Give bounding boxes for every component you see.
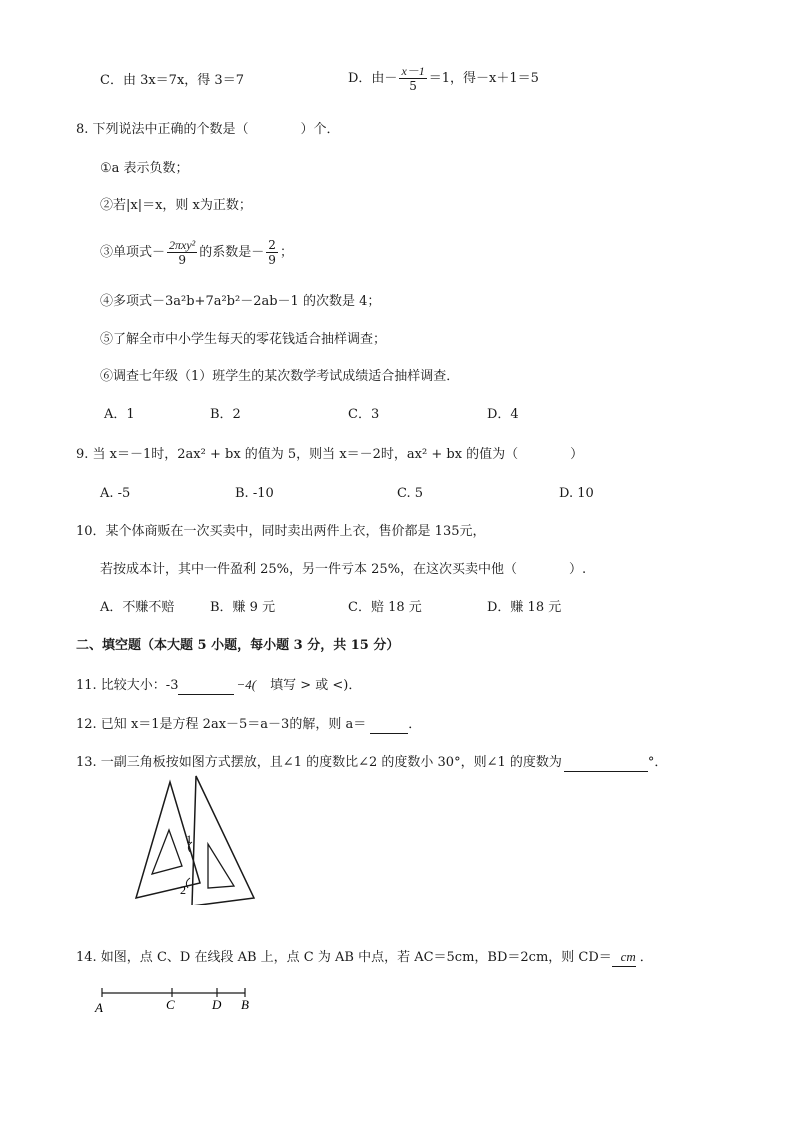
q7-option-d-fraction — [399, 64, 426, 93]
q11-answer-blank[interactable] — [178, 694, 234, 695]
left-triangle-inner — [152, 830, 182, 874]
q7-option-d-suffix: ＝1，得－x＋1＝5 — [428, 71, 539, 86]
q7-option-c: C．由 3x＝7x，得 3＝7 — [100, 73, 244, 88]
q10-option-d: D．赚 18 元 — [487, 600, 562, 615]
q9-option-d: D. 10 — [559, 486, 594, 501]
q11-prefix: 11. 比较大小：-3 — [76, 678, 179, 693]
right-triangle-outer — [192, 776, 254, 905]
q8-option-b: B．2 — [210, 407, 241, 422]
q13-answer-blank[interactable] — [564, 771, 648, 772]
q13-suffix: °． — [647, 755, 668, 770]
q12-line — [76, 716, 421, 734]
q11-line — [76, 676, 361, 695]
point-c-label: C — [166, 997, 175, 1012]
statement-3-suffix: ； — [279, 245, 293, 260]
q7-option-d — [348, 64, 539, 93]
right-triangle-inner — [208, 844, 234, 888]
q12-suffix: ． — [408, 717, 422, 732]
q9-option-a: A. -5 — [100, 486, 131, 501]
segment-figure — [90, 985, 260, 1017]
q14-answer-blank[interactable] — [612, 948, 636, 967]
statement-3-middle: 的系数是－ — [199, 245, 265, 260]
q12-prefix: 12. 已知 x＝1是方程 2ax－5＝a－3的解，则 a＝ — [76, 717, 367, 732]
q9-option-b: B. -10 — [235, 486, 274, 501]
q10-option-c: C．赔 18 元 — [348, 600, 422, 615]
fraction-numerator: 2πxy² — [169, 238, 196, 252]
q14-unit: cm — [620, 949, 636, 964]
q7-option-d-prefix: D．由－ — [348, 71, 398, 86]
section-heading-fill-in: 二、填空题（本大题 5 小题，每小题 3 分，共 15 分） — [76, 638, 400, 653]
q8-statement-3 — [100, 238, 293, 267]
q14-prefix: 14. 如图，点 C、D 在线段 AB 上，点 C 为 AB 中点，若 AC＝5cm，BD＝2cm，则 CD＝ — [76, 950, 612, 965]
q9-option-c: C. 5 — [397, 486, 424, 501]
q13-prefix: 13. 一副三角板按如图方式摆放，且∠1 的度数比∠2 的度数小 30°，则∠1 的度数为 — [76, 755, 562, 770]
set-squares-figure — [130, 770, 265, 905]
point-d-label: D — [212, 997, 222, 1012]
q11-suffix: 填写 > 或 <)． — [270, 678, 362, 693]
q10-stem-line2: 若按成本计，其中一件盈利 25%，另一件亏本 25%，在这次买卖中他（ ）. — [100, 562, 587, 577]
q8-option-a: A．1 — [104, 407, 135, 422]
q8-option-d: D．4 — [487, 407, 519, 422]
fraction-denominator: 5 — [409, 79, 417, 93]
fraction-numerator: x－1 — [401, 64, 425, 78]
q14-suffix: ． — [639, 950, 653, 965]
q12-answer-blank[interactable] — [370, 733, 408, 734]
q8-statement-5: ⑤了解全市中小学生每天的零花钱适合抽样调查； — [100, 332, 387, 347]
q8-option-c: C．3 — [348, 407, 380, 422]
q8-statement-4: ④多项式－3a²b+7a²b²－2ab－1 的次数是 4； — [100, 294, 381, 309]
q11-middle: −4( — [236, 677, 257, 692]
coefficient-fraction — [266, 238, 278, 267]
q8-stem: 8. 下列说法中正确的个数是（ ）个． — [76, 122, 340, 137]
q14-line — [76, 948, 653, 967]
angle-2-label: 2 — [180, 883, 186, 897]
statement-3-prefix: ③单项式－ — [100, 245, 166, 260]
monomial-fraction — [167, 238, 197, 267]
q8-statement-2: ②若|x|＝x，则 x为正数； — [100, 198, 252, 213]
angle-1-label: 1 — [186, 832, 192, 846]
q10-option-b: B．赚 9 元 — [210, 600, 276, 615]
q8-statement-1: ①a 表示负数； — [100, 161, 189, 176]
fraction-numerator: 2 — [268, 238, 276, 252]
fraction-denominator: 9 — [268, 253, 276, 267]
q10-option-a: A．不赚不赔 — [100, 600, 175, 615]
q8-statement-6: ⑥调查七年级（1）班学生的某次数学考试成绩适合抽样调查． — [100, 369, 460, 384]
fraction-denominator: 9 — [178, 253, 186, 267]
q9-stem: 9. 当 x＝－1时，2ax² + bx 的值为 5，则当 x＝－2时，ax² + bx 的值为（ ） — [76, 447, 584, 462]
point-b-label: B — [241, 997, 249, 1012]
q10-stem-line1: 10．某个体商贩在一次买卖中，同时卖出两件上衣，售价都是 135元， — [76, 524, 486, 539]
point-a-label: A — [95, 1000, 103, 1015]
